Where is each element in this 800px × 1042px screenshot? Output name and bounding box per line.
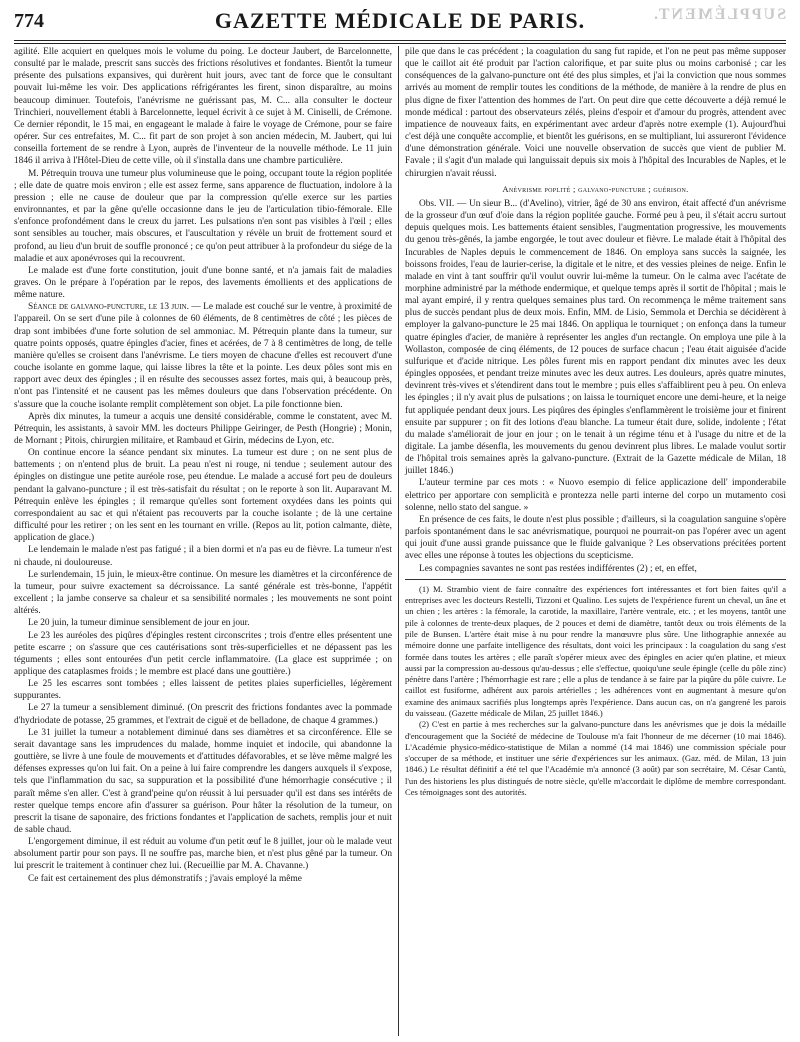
bleed-through-text: SUPPLÉMENT. — [651, 6, 786, 23]
header-rule-bottom — [14, 43, 786, 44]
paragraph: Ce fait est certainement des plus démonstratifs ; j'avais employé la même — [28, 873, 302, 884]
paragraph-seance — [14, 301, 392, 410]
paragraph: Le 20 juin, la tumeur diminue sensiblement de jour en jour. — [28, 618, 250, 629]
paragraph: Le 27 la tumeur a sensiblement diminué. (On prescrit des frictions fondantes avec la pommade d'hydriodate de potasse, 25 grammes, et l'extrait de ciguë et de belladone, de chaque 4 grammes.) — [14, 703, 392, 726]
page-number: 774 — [14, 10, 44, 32]
journal-title: GAZETTE MÉDICALE DE PARIS. — [214, 8, 586, 33]
observation-text: Obs. VII. — Un sieur B... (d'Avelino), vitrier, âgé de 30 ans environ, était affecté d'un anévrisme de la grosseur d'un œuf d'oie dans la région poplitée gauche. Formé peu à peu, il s'était accru surtout depuis quelques mois. Les battements étaient sensibles, l'augmentation progressive, les mouvements du genou très-gênés, la jambe engorgée, le tout avec douleur et fièvre. Le malade était à l'hôpital des Incurables de Naples depuis le commencement de 1846. On employa sans succès la saignée, les boissons froides, l'eau de laurier-cerise, la digitale et le nitre, et des vessies pleines de neige. Enfin le malade en vint à tant souffrir qu'il voulut ouvrir lui-même la tumeur. On le calma avec l'acétate de morphine administré par la méthode endermique, et quelque temps après il sortit de l'hôpital ; mais le mal ayant empiré, il y rentra quelques semaines plus tard. On recommença le même traitement sans plus de succès pendant plus de deux mois. Enfin, MM. de Lisio, Semmola et Derchia se décidèrent à employer la galvano-puncture le 25 mai 1846. On appliqua le tourniquet ; on enfonça dans la tumeur quatre épingles d'acier, de manière à représenter les angles d'un rectangle. On employa une pile à la Wollaston, composée de cinq éléments, de 12 pouces de surface chacun ; l'eau était aiguisée d'acide sulfurique et d'acide nitrique. Les pôles furent mis en rapport pendant dix minutes avec les deux épingles opposées, et pendant treize minutes avec les deux autres. Les douleurs, après quatre minutes, devinrent très-vives et s'étendirent dans tout le membre ; puis elles s'affaiblirent peu à peu. On enleva les épingles ; il n'y avait plus de pulsations ; on laissa le tourniquet encore une demi-heure, et la neige fut appliquée pendant deux jours. Les piqûres des épingles s'enflammèrent le troisième jour et finirent ensuite par suppurer ; on fit des lotions d'eau blanche. La tumeur était dure, solide, indolente ; l'état du malade s'améliorait de jour en jour ; on le tenait à un régime ténu et à l'usage du nitre et de la digitale. La jambe désenfla, les mouvements du genou devinrent plus libres. Le malade voulut sortir de l'hôpital trois semaines après la galvano-puncture. (Extrait de la Gazette médicale de Milan, 18 juillet 1846.) — [405, 198, 786, 477]
paragraph: Après dix minutes, la tumeur a acquis une densité considérable, comme le constatent, avec M. Pétrequin, les assistants, à savoir MM. les docteurs Philippe Geiringer, de Pesth (Hongrie) ; Monin, de Mornant ; Pitois, chirurgien militaire, et Rambaud et Girin, médecins de Lyon, etc. — [14, 411, 392, 446]
footnote-2: (2) C'est en partie à mes recherches sur la galvano-puncture dans les anévrismes que je dois la médaille d'encouragement que la Société de médecine de Toulouse m'a fait l'honneur de me décerner (10 mai 1846). L'Académie physico-médico-statistique de Milan a nommé (14 mai 1846) une commission spéciale pour s'occuper de sa méthode, et instituer une série d'expériences sur les animaux. (Gaz. méd. de Milan, 13 juin 1846.) Le résultat définitif a été tel que l'Académie m'a annoncé (3 août) par son secrétaire, M. César Cantù, l'un des historiens les plus distingués de notre siècle, qu'elle m'accordait le diplôme de membre correspondant. Ces témoignages sont des autorités. — [405, 719, 786, 798]
paragraph: Le 25 les escarres sont tombées ; elles laissent de petites plaies superficielles, légèrement suppurantes. — [14, 679, 392, 702]
paragraph: Le 31 juillet la tumeur a notablement diminué dans ses diamètres et sa circonférence. Elle se serait davantage sans les imprudences du malade, homme inquiet et indocile, qui abandonne la gouttière, se livre à une foule de mouvements et d'attitudes défavorables, et se lève même malgré les défenses expresses qu'on lui fait. On a peine à lui faire comprendre les dangers auxquels il s'expose, tels que l'inflammation du sac, sa suppuration et la possibilité d'une hémorrhagie consécutive ; il paraît même s'en aller. C'est à grand'peine qu'on réussit à lui persuader qu'il est dans ses intérêts de rester quelque temps encore afin d'assurer sa guérison. Pour hâter la résolution de la tumeur, on prescrit la tisane de saponaire, des frictions fondantes et l'application de sachets, remplis jour et nuit de sable chaud. — [14, 727, 392, 835]
footnote-1: (1) M. Strambio vient de faire connaître des expériences fort intéressantes et fort bien faites qu'il a entreprises avec les docteurs Restelli, Tizzoni et Qualino. Les sujets de l'expérience furent un cheval, un âne et un chien ; les artères : la fémorale, la carotide, la maxillaire, l'artère ventrale, etc. ; et les moyens, tantôt une pile à colonnes de trente-deux plaques, de 2 pouces et demi de diamètre, tantôt deux ou trois éléments de la pile de Bunsen. L'artère était mise à nu pour rendre la manœuvre plus sûre. Une lithographie annexée au mémoire donne une parfaite intelligence des résultats, dont voici les principaux : la coagulation du sang s'est formée dans toutes les artères ; elle paraît s'opérer mieux avec des épingles en acier qu'en platine, et mieux aussi par la compression au-dessous qu'au-dessus ; elle s'effectue, quoiqu'une seule épingle (celle du pôle zinc) pénètre dans l'artère ; l'hémorrhagie est rare ; elle a plus de tendance à se faire par la piqûre du pôle cuivre. Le caillot est fusiforme, adhérent aux parois artérielles ; les adhérences vont en augmentant à mesure qu'on examine des animaux sacrifiés plus longtemps après l'expérience. Dans aucun cas, on n'a gangrené les parois du vaisseau. (Gazette médicale de Milan, 25 juillet 1846.) — [405, 583, 786, 718]
paragraph: Le surlendemain, 15 juin, le mieux-être continue. On mesure les diamètres et la circonférence de la tumeur, pour suivre exactement sa décroissance. La santé générale est très-bonne, l'appétit excellent ; la jambe conserve sa chaleur et sa sensibilité normales ; les mouvements ne sont point altérés. — [14, 569, 392, 617]
footnotes — [405, 579, 786, 799]
page-header — [14, 6, 786, 40]
header-rule-top — [14, 40, 786, 41]
paragraph: L'auteur termine par ces mots : « Nuovo esempio di felice applicazione dell' imponderabile elettrico per apportare con semplicità e prontezza nelle parti interne del corpo un mutamento così solenne, nello stato del sangue. » — [405, 478, 786, 513]
paragraph: En présence de ces faits, le doute n'est plus possible ; d'ailleurs, si la coagulation sanguine s'opère parfois spontanément dans le sac anévrismatique, pourquoi ne pourrait-on pas l'opérer avec un agent qui jouit d'une aussi grande puissance que le fluide galvanique ? Les observations précitées portent avec elles une réponse à toutes les objections du scepticisme. — [405, 514, 786, 562]
right-column — [405, 46, 786, 798]
left-column — [14, 46, 392, 885]
paragraph: On continue encore la séance pendant six minutes. La tumeur est dure ; on ne sent plus de battements ; on n'entend plus de bruit. La peau n'est ni rouge, ni tendue ; seulement autour des épingles on distingue une petite auréole rose, peu étendue. Le malade a accusé fort peu de douleurs pendant la galvano-puncture ; il est très-satisfait du résultat ; on le reporte à son lit. Auparavant M. Pétrequin enlève les épingles ; il remarque qu'elles sont fortement oxydées dans les points qui correspondaient au sac et qui n'étaient pas recouverts par la couche isolante ; de là une certaine difficulté pour les retirer ; on les sent en les tournant en vrille. (Repos au lit, potion calmante, diète, application de glace.) — [14, 448, 392, 544]
paragraph: L'engorgement diminue, il est réduit au volume d'un petit œuf le 8 juillet, jour où le malade veut absolument partir pour son pays. Il ne souffre pas, marche bien, et n'est plus gêné par la tumeur. On lui prescrit le traitement à continuer chez lui. (Recueillie par M. A. Chavanne.) — [14, 837, 392, 872]
paragraph: pile que dans le cas précédent ; la coagulation du sang fut rapide, et l'on ne peut pas même supposer que le caillot ait été produit par l'action caloriﬁque, et par suite plus ou moins carbonisé ; car les conséquences de la galvano-puncture ont été des plus simples, et j'ai la conviction que nous sommes arrivés au moment de remplir toutes les conditions de la méthode, de manière à la rendre de plus en plus digne de fixer l'attention des hommes de l'art. On peut dire que cette découverte a déjà remué le monde médical : partout des observateurs zélés, pleins d'espoir et d'amour du progrès, attendent avec impatience de nouveaux faits, en expérimentant avec ardeur d'après notre exemple (1). Aujourd'hui c'est déjà une conquête accomplie, et bientôt les guérisons, en se multipliant, lui assureront l'évidence d'une démonstration générale. Voici une nouvelle observation de succès que vient de publier M. Favale ; il s'agit d'un malade qui languissait depuis six mois à l'hôpital des Incurables de Naples, et le chirurgien n'avait réussi. — [405, 47, 786, 179]
paragraph: Les compagnies savantes ne sont pas restées indifférentes (2) ; et, en effet, — [419, 563, 697, 574]
observation-heading: Anévrisme poplité ; galvano-puncture ; guérison. — [502, 183, 689, 194]
seance-text: — Le malade est couché sur le ventre, à proximité de l'appareil. On se sert d'une pile à colonnes de 60 éléments, de 8 centimètres de côté ; les pièces de drap sont imbibées d'une forte solution de sel ammoniac. M. Pétrequin plante dans la tumeur, sur quatre points opposés, quatre épingles d'acier, fines et acérées, de 7 à 8 centimètres de long, de telle manière qu'elles se croisent dans l'anévrisme. Le tiers moyen de chacune d'elles est recouvert d'une couche isolante en gomme laque, qui laisse libres la tête et la pointe. Les deux pôles sont mis en rapport avec deux des épingles ; il en résulte des secousses assez fortes, mais qui, à beaucoup près, n'ont pas l'intensité et ne causent pas les mêmes douleurs que dans l'observation précédente. On s'assure que la couche isolante remplit complètement son objet. La pile fonctionne bien. — [14, 302, 392, 410]
seance-label: Séance de galvano-puncture, le 13 juin. — [28, 302, 189, 313]
paragraph: M. Pétrequin trouva une tumeur plus volumineuse que le poing, occupant toute la région poplitée ; elle date de quatre mois environ ; elle est assez ferme, sans apparence de fluctuation, indolore à la pression ; elle ne cause de douleur que par la compression qu'elle exerce sur les parties environnantes, et par la gêne qu'elle occasionne dans le jeu de l'articulation tibio-fémorale. Elle s'enfonce profondément dans le creux du jarret. Les pulsations n'en sont pas visibles à l'œil ; elles sont sensibles au toucher, mais obscures, et l'auscultation y révèle un bruit de frottement sourd et profond, au lieu d'un bruit de souffle prononcé ; ce qu'on peut attribuer à la profondeur du siége de la maladie et aux aponévroses qui la recouvrent. — [14, 168, 392, 264]
paragraph: Le 23 les auréoles des piqûres d'épingles restent circonscrites ; trois d'entre elles présentent une petite escarre ; on s'assure que ces cautérisations sont très-superficielles et ne dépassent pas les téguments ; elles sont entourées d'un petit cercle inflammatoire. (La glace est supprimée ; on applique des cataplasmes froids ; le membre est placé dans une gouttière.) — [14, 630, 392, 677]
column-divider — [398, 46, 399, 1036]
paragraph: Le malade est d'une forte constitution, jouit d'une bonne santé, et n'a jamais fait de maladies graves. On le prépare à l'opération par le repos, des lavements émollients et des applications de même nature. — [14, 265, 392, 301]
paragraph: Le lendemain le malade n'est pas fatigué ; il a bien dormi et n'a pas eu de fièvre. La tumeur n'est ni chaude, ni douloureuse. — [14, 545, 392, 568]
paragraph: agilité. Elle acquiert en quelques mois le volume du poing. Le docteur Jaubert, de Barcelonnette, consulté par le malade, prescrit sans succès des frictions résolutives et fondantes. Bientôt la tumeur présente des pulsations expansives, qui durèrent huit jours, avec tant de force que le consultant pouvait lui-même les voir. Des applications réfrigérantes les firent, sinon disparaître, au moins beaucoup diminuer. Toutefois, l'anévrisme ne guérissant pas, M. C... alla consulter le docteur Trinchieri, nouvellement établi à Barcelonnette, lequel écrivit à ce sujet à M. Ciniselli, de Crémone. Ce dernier répondit, le 15 mai, en engageant le malade à faire le voyage de Crémone, pour se faire opérer. Sur ces entrefaites, M. C... fit part de son projet à son ancien médecin, M. Jaubert, qui lui conseilla fortement de se rendre à Lyon, auprès de l'inventeur de la nouvelle méthode. Le 11 juin 1846 il arriva à l'Hôtel-Dieu de cette ville, où il s'installa dans une chambre particulière. — [14, 47, 392, 167]
